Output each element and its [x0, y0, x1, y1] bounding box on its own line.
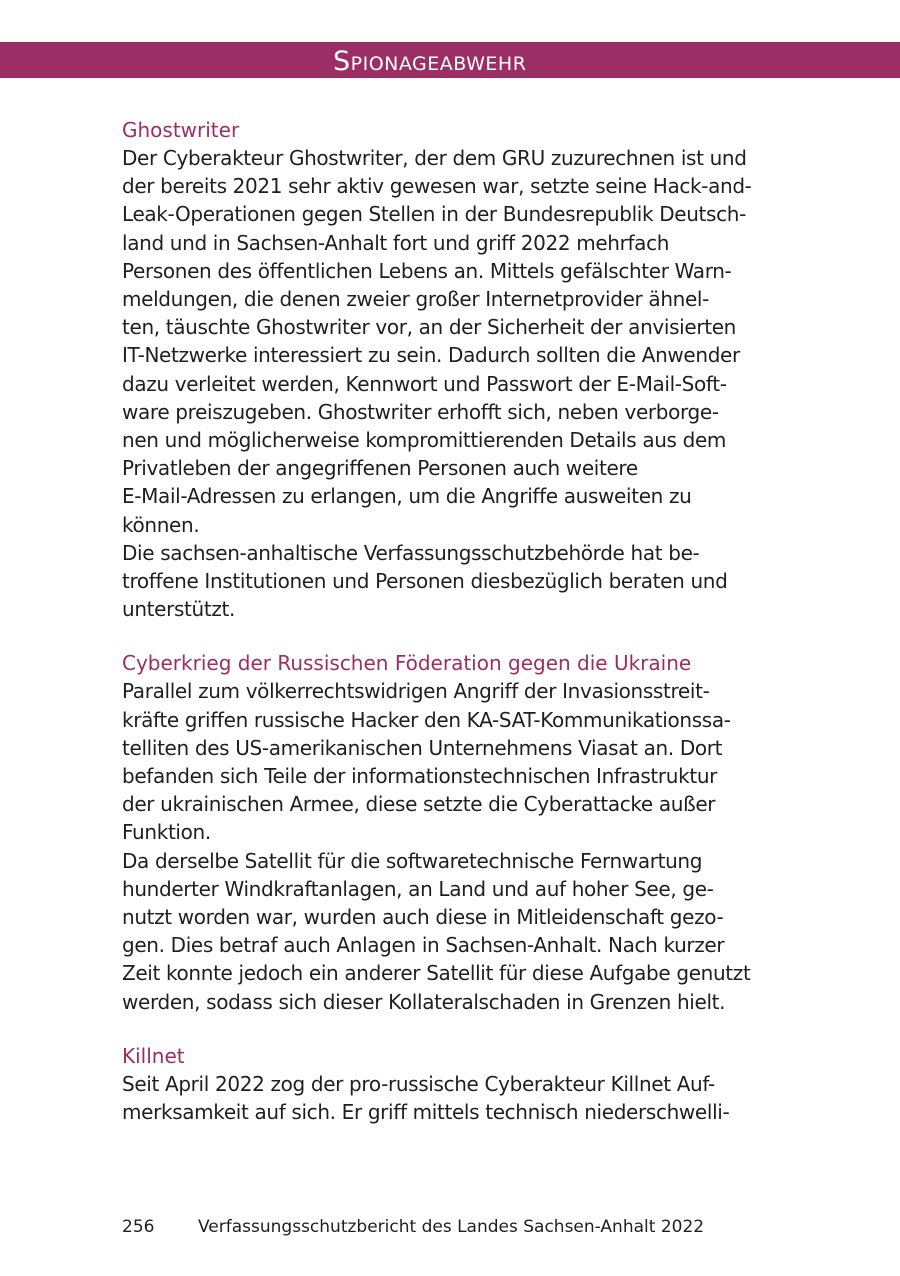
text-line: kräfte griffen russische Hacker den KA-SAT-Kommunikationssa-	[122, 707, 731, 732]
text-line: land und in Sachsen-Anhalt fort und griff 2022 mehrfach	[122, 230, 670, 255]
paragraph	[122, 1070, 802, 1126]
paragraph	[122, 144, 802, 539]
text-line: telliten des US-amerikanischen Unternehmens Viasat an. Dort	[122, 735, 723, 760]
text-line: nutzt worden war, wurden auch diese in Mitleidenschaft gezo-	[122, 905, 724, 930]
text-line: troffene Institutionen und Personen diesbezüglich beraten und	[122, 569, 728, 594]
text-line: Da derselbe Satellit für die softwaretechnische Fernwartung	[122, 848, 703, 873]
publication-title: Verfassungsschutzbericht des Landes Sachsen-Anhalt 2022	[198, 1217, 705, 1237]
text-line: hunderter Windkraftanlagen, an Land und auf hoher See, ge-	[122, 876, 714, 901]
section-heading: Killnet	[122, 1043, 185, 1068]
text-line: Personen des öffentlichen Lebens an. Mittels gefälschter Warn-	[122, 258, 732, 283]
text-line: Seit April 2022 zog der pro-russische Cyberakteur Killnet Auf-	[122, 1071, 715, 1096]
section	[122, 649, 802, 1015]
text-line: werden, sodass sich dieser Kollateralschaden in Grenzen hielt.	[122, 989, 726, 1014]
text-line: Parallel zum völkerrechtswidrigen Angriff der Invasionsstreit-	[122, 679, 710, 704]
text-line: nen und möglicherweise kompromittierenden Details aus dem	[122, 428, 727, 453]
section	[122, 1042, 802, 1126]
text-line: Zeit konnte jedoch ein anderer Satellit für diese Aufgabe genutzt	[122, 961, 751, 986]
text-line: ten, täuschte Ghostwriter vor, an der Sicherheit der anvisierten	[122, 315, 736, 340]
paragraph	[122, 847, 802, 1016]
text-line: merksamkeit auf sich. Er griff mittels technisch niederschwelli-	[122, 1100, 730, 1125]
text-line: der bereits 2021 sehr aktiv gewesen war, setzte seine Hack-and-	[122, 174, 752, 199]
text-line: Privatleben der angegriffenen Personen auch weitere	[122, 456, 638, 481]
section-heading: Ghostwriter	[122, 118, 240, 142]
text-line: ware preiszugeben. Ghostwriter erhofft sich, neben verborge-	[122, 399, 719, 424]
text-line: gen. Dies betraf auch Anlagen in Sachsen-Anhalt. Nach kurzer	[122, 933, 725, 958]
section-heading: Cyberkrieg der Russischen Föderation gegen die Ukraine	[122, 651, 692, 676]
text-line: können.	[122, 512, 200, 537]
page-number: 256	[122, 1217, 155, 1237]
text-line: IT-Netzwerke interessiert zu sein. Dadurch sollten die Anwender	[122, 343, 740, 368]
section	[122, 116, 802, 623]
text-line: Die sachsen-anhaltische Verfassungsschutzbehörde hat be-	[122, 540, 700, 565]
text-line: meldungen, die denen zweier großer Internetprovider ähnel-	[122, 287, 709, 312]
text-line: Der Cyberakteur Ghostwriter, der dem GRU zuzurechnen ist und	[122, 146, 747, 170]
page-title: Spionageabwehr	[333, 46, 527, 77]
text-line: der ukrainischen Armee, diese setzte die Cyberattacke außer	[122, 792, 716, 817]
paragraph	[122, 677, 802, 846]
text-line: befanden sich Teile der informationstechnischen Infrastruktur	[122, 764, 718, 789]
text-line: unterstützt.	[122, 597, 235, 622]
text-line: E-Mail-Adressen zu erlangen, um die Angriffe ausweiten zu	[122, 484, 692, 509]
paragraph	[122, 539, 802, 624]
text-line: dazu verleitet werden, Kennwort und Passwort der E-Mail-Soft-	[122, 371, 727, 396]
page-footer	[122, 1216, 704, 1238]
text-line: Funktion.	[122, 820, 211, 845]
text-line: Leak-Operationen gegen Stellen in der Bundesrepublik Deutsch-	[122, 202, 746, 227]
main-content	[122, 116, 802, 1152]
